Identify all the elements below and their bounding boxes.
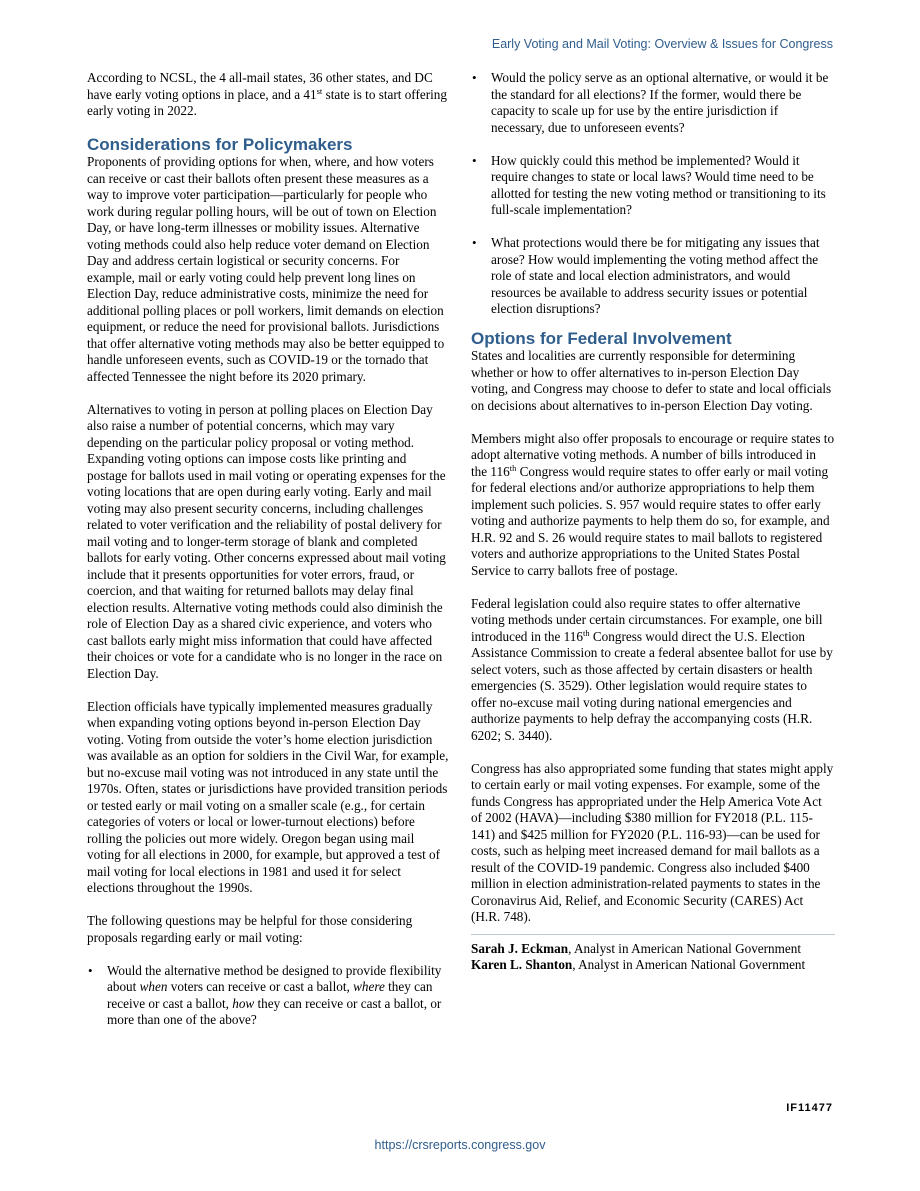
considerations-paragraph-2: Alternatives to voting in person at polling places on Election Day also raise a number of potential concerns, which may vary depending on the particular policy proposal or voting method. Expanding voting options can impose costs like printing and postage for ballots used in mail voting or operating expenses for the voting locations that are open during early voting. Early and mail voting may also present security concerns, including challenges related to voter verification and the reliability of postal delivery for mail voting and to longer-term storage of blank and completed ballots for early voting. Other concerns expressed about mail voting include that it presents opportunities for voter errors, fraud, or coercion, and that waiting for returned ballots may delay final election results. Alternative voting methods could also diminish the role of Election Day as a shared civic experience, and voters who cast ballots early might miss information that could have affected their choices or vote for a candidate who is no longer in the race on Election Day. (87, 401, 446, 681)
federal-paragraph-4: Congress has also appropriated some funding that states might apply to certain early or mail voting expenses. For example, some of the funds Congress has appropriated under the Help America Vote Act of 2002 (HAVA)—including $380 million for FY2018 (P.L. 115-141) and $425 million for FY2020 (P.L. 116-93)—can be used for costs, such as helping meet increased demand for mail ballots as a result of the COVID-19 pandemic. Congress also included $400 million in election administration-related payments to states in the Coronavirus Aid, Relief, and Economic Security (CARES) Act (H.R. 748). (471, 760, 834, 924)
federal-p2-text-b: Congress would require states to offer early or mail voting for federal elections and/or authorize appropriations to help them implement such policies. S. 957 would require states to offer early voting and authorize payments to help them do so, for example, and H.R. 92 and S. 26 would require states to mail ballots to registered voters and authorize appropriations to the United States Postal Service to carry ballots free of postage. (471, 463, 830, 578)
bullet1-text-2: voters can receive or cast a ballot, (167, 979, 354, 994)
question-bullet-4: • What protections would there be for mitigating any issues that arose? How would implementing the voting method affect the role of state and local election administrators, and would resources be available to address security issues or potential election disruptions? (471, 235, 835, 318)
heading-considerations: Considerations for Policymakers (87, 135, 353, 154)
federal-paragraph-2 (471, 431, 835, 580)
question-bullet-2: • Would the policy serve as an optional alternative, or would it be the standard for all elections? If the former, would there be capacity to scale up for use by the entire jurisdiction if necessary, due to unforeseen events? (471, 70, 835, 136)
federal-p2-text-a: Members might also offer proposals to encourage or require states to adopt alternative voting methods. A number of bills introduced in the 116 (471, 430, 835, 479)
bullet1-em-how: how (232, 995, 255, 1011)
considerations-paragraph-3: Election officials have typically implemented measures gradually when expanding voting options beyond in-person Election Day voting. Voting from outside the voter’s home election jurisdiction was available as an option for soldiers in the Civil War, for example, but no-excuse mail voting was not introduced in any state until the 1970s. Often, states or jurisdictions have provided transition periods or tested early or mail voting on a smaller scale (e.g., for certain categories of voters or local or lower-turnout elections) before rolling the policies out more widely. Oregon began using mail voting for all elections in 2000, for example, but approved a test of mail voting for local elections in 1981 and used it for select elections throughout the 1990s. (87, 698, 449, 895)
footer-url-link[interactable]: https://crsreports.congress.gov (374, 1138, 546, 1152)
bullet1-text-1: Would the alternative method be designed to provide flexibility about (107, 962, 442, 994)
bullet1-em-when: when (139, 979, 168, 994)
considerations-paragraph-4: The following questions may be helpful for those considering proposals regarding early or mail voting: (87, 913, 413, 945)
running-header-title: Early Voting and Mail Voting: Overview & Issues for Congress (491, 37, 833, 51)
question-bullet-3: • How quickly could this method be implemented? Would it require changes to state or local laws? Would time need to be allotted for testing the new voting method or transitioning to its full-scale implementation? (471, 153, 835, 219)
federal-p3-text-a: Federal legislation could also require states to offer alternative voting methods under certain circumstances. For example, one bill introduced in the 116 (471, 595, 823, 644)
bullet1-text-3: they can receive or cast a ballot, (107, 979, 433, 1011)
heading-federal-involvement: Options for Federal Involvement (471, 329, 732, 348)
product-code: IF11477 (786, 1102, 833, 1114)
federal-p3-text-b: Congress would direct the U.S. Election Assistance Commission to create a federal absentee ballot for use by select voters, such as those affected by certain disasters or health emergencies (S. 3529). Other legislation would require states to offer no-excuse mail voting during national emergencies and authorize payments to help defray the accompanying costs (H.R. 6202; S. 3440). (471, 628, 833, 743)
intro-paragraph (87, 70, 449, 120)
author-2-name: Karen L. Shanton (471, 957, 573, 972)
author-divider (471, 934, 835, 935)
intro-text-b: state is to start offering early voting in 2022. (87, 86, 447, 118)
question-bullet-1 (87, 963, 449, 1029)
questions-list-right (471, 70, 835, 318)
left-column (87, 70, 449, 1045)
author-block (471, 941, 835, 974)
federal-paragraph-1: States and localities are currently responsible for determining whether or how to offer alternatives to in-person Election Day voting, and Congress may choose to defer to state and local officials on decisions about alternatives to in-person Election Day voting. (471, 348, 832, 413)
federal-p2-superscript: th (509, 462, 517, 473)
intro-text-a: According to NCSL, the 4 all-mail states, 36 other states, and DC have early voting options in place, and a 41 (87, 70, 433, 102)
bullet1-em-where: where (353, 979, 385, 994)
intro-superscript: st (316, 85, 323, 96)
federal-paragraph-3 (471, 596, 835, 745)
federal-p3-superscript: th (582, 627, 590, 638)
considerations-paragraph-1: Proponents of providing options for when, where, and how voters can receive or cast their ballots often present these measures as a way to improve voter participation—particularly for people who work during regular polling hours, will be out of town on Election Day, or have long-term illnesses or mobility issues. Alternative voting methods could also help reduce voter demand on Election Day and address certain logistical or security concerns. For example, mail or early voting could help prevent long lines on Election Day, reduce administrative costs, minimize the need for additional polling places or poll workers, limit demands on election equipment, or reduce the need for provisional ballots. Jurisdictions that offer alternative voting methods may also be better equipped to handle unforeseen events, such as COVID-19 or the tornado that affected Tennessee the night before its 2020 primary. (87, 154, 445, 384)
author-1 (471, 941, 835, 958)
author-2 (471, 957, 835, 974)
right-column (471, 70, 835, 974)
questions-list-left (87, 963, 449, 1029)
author-2-role: , Analyst in American National Government (572, 957, 806, 972)
author-1-name: Sarah J. Eckman (471, 940, 569, 956)
bullet1-text-4: they can receive or cast a ballot, or more than one of the above? (107, 995, 442, 1027)
author-1-role: , Analyst in American National Government (568, 940, 802, 956)
